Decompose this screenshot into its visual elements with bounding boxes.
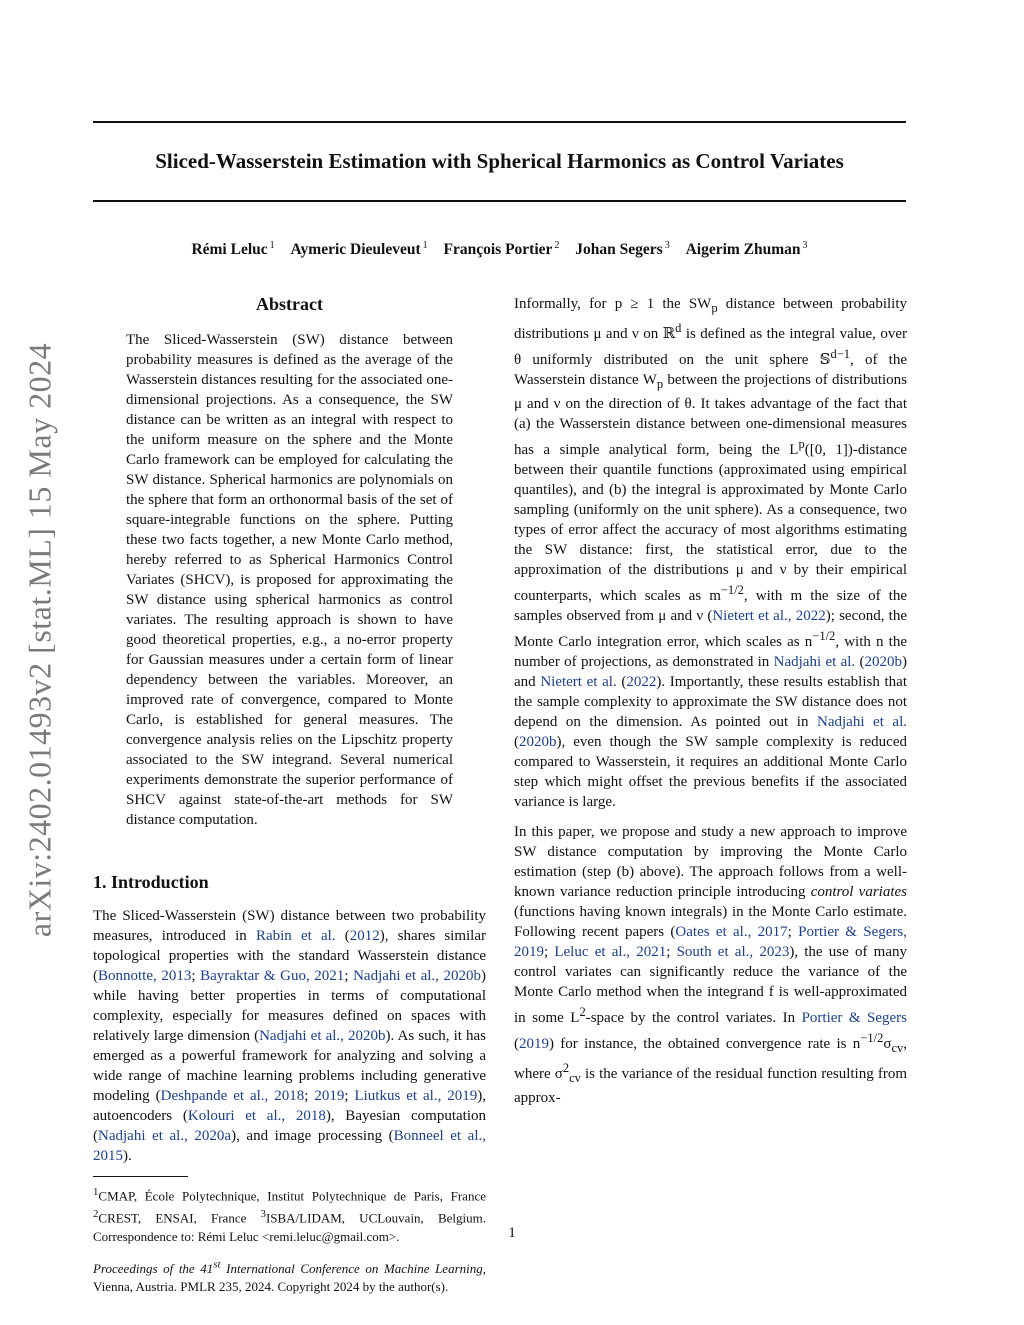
page-number: 1: [508, 1225, 516, 1241]
footnote-rule: [93, 1176, 188, 1177]
text: σ: [883, 1036, 892, 1052]
citation-link[interactable]: Rabin et al.: [255, 928, 336, 944]
citation-link[interactable]: Nietert et al.: [540, 674, 617, 690]
citation-link[interactable]: Deshpande et al., 2018: [160, 1088, 305, 1104]
affiliation-text: ISBA/LIDAM, UCLouvain, Belgium. Correspondence to: Rémi Leluc <remi.leluc@gmail.com>.: [93, 1210, 486, 1244]
text: is defined as the integral value, over θ uniformly distributed on the unit sphere 𝕊: [514, 326, 907, 368]
author: [291, 241, 428, 258]
title-rule-top: [93, 121, 906, 123]
proceedings-text: , Vienna, Austria. PMLR 235, 2024. Copyright 2024 by the author(s).: [93, 1260, 486, 1294]
author: [191, 241, 274, 258]
superscript: 2: [562, 1061, 570, 1075]
superscript: −1/2: [860, 1031, 884, 1045]
text: , where σ: [514, 1036, 907, 1082]
author-affiliation: 3: [664, 240, 670, 251]
proceedings-text: Proceedings of the 41: [93, 1260, 214, 1276]
superscript: −1/2: [720, 583, 744, 597]
citation-link[interactable]: Nadjahi et al.: [773, 654, 856, 670]
text: ), shares similar topological properties with the standard Wasserstein distance (: [93, 928, 486, 984]
text: ). As such, it has emerged as a powerful framework for analyzing and solving a wide range of machine learning problems including generative modeling (: [93, 1028, 486, 1104]
author-name: François Portier: [443, 241, 553, 259]
text: ), autoencoders (: [93, 1088, 487, 1124]
text: (: [855, 654, 865, 670]
right-column: [514, 294, 907, 1118]
author: [575, 241, 669, 258]
citation-link[interactable]: Nadjahi et al.: [817, 714, 907, 730]
citation-link[interactable]: Bonneel et al., 2015: [93, 1128, 487, 1164]
text: ), even though the SW sample complexity is reduced compared to Wasserstein, it requires an additional Monte Carlo step which might offset the previous benefits if the associated variance is large.: [514, 734, 907, 810]
citation-link[interactable]: Leluc et al., 2021: [554, 944, 667, 960]
author-affiliation: 1: [422, 240, 428, 251]
text: distance between probability distributions μ and ν on ℝ: [514, 296, 907, 342]
citation-link[interactable]: Kolouri et al., 2018: [187, 1108, 326, 1124]
author-name: Johan Segers: [575, 241, 663, 259]
affiliation-text: CREST, ENSAI, France: [98, 1210, 261, 1226]
text: ([0, 1])-distance between their quantile functions (approximated using empirical quantiles), and (b) the integral is approximated by Monte Carlo sampling (uniformly on the unit sphere). As a consequence, two types of error affect the accuracy of most algorithms estimating the SW distance: first, the statistical error, due to the approximation of the distributions μ and ν by their empirical counterparts, which scales as m: [514, 442, 908, 604]
emphasis: control variates: [810, 884, 907, 900]
text: ;: [344, 968, 354, 984]
abstract-heading: Abstract: [256, 294, 323, 314]
author-name: Aigerim Zhuman: [685, 241, 801, 259]
text: ;: [544, 944, 555, 960]
arxiv-stamp: [12, 320, 68, 960]
author-affiliation: 2: [554, 240, 560, 251]
author-affiliation: 1: [269, 240, 275, 251]
citation-link[interactable]: 2020b: [864, 654, 903, 670]
text: (: [616, 674, 627, 690]
citation-link[interactable]: 2020b: [519, 734, 557, 750]
text: ) and: [514, 654, 908, 690]
abstract-text: The Sliced-Wasserstein (SW) distance between probability measures is defined as the average of the Wasserstein distances resulting for the associated one-dimensional projections. As a consequence, the SW distance can be written as an integral with respect to the uniform measure on the sphere and the Monte Carlo framework can be employed for calculating the SW distance. Spherical harmonics are polynomials on the sphere that form an orthonormal basis of the set of square-integrable functions on the sphere. Putting these two facts together, a new Monte Carlo method, hereby referred to as Spherical Harmonics Control Variates (SHCV), is proposed for approximating the SW distance using spherical harmonics as control variates. The resulting approach is shown to have good theoretical properties, e.g., a no-error property for Gaussian measures under a certain form of linear dependency between the variables. Moreover, an improved rate of convergence, compared to Monte Carlo, is established for general measures. The convergence analysis relies on the Lipschitz property associated to the SW integrand. Several numerical experiments demonstrate the superior performance of SHCV against state-of-the-art methods for SW distance computation.: [126, 332, 453, 828]
ordinal-suffix: st: [213, 1258, 221, 1271]
arxiv-identifier: arXiv:2402.01493v2 [stat.ML] 15 May 2024: [21, 342, 58, 938]
citation-link[interactable]: Portier & Segers: [801, 1010, 907, 1026]
footnote-mark: 2: [93, 1208, 99, 1221]
text: (functions having known integrals) in the Monte Carlo estimate. Following recent papers (: [514, 904, 907, 940]
superscript: p: [798, 437, 805, 451]
author-list: [93, 234, 906, 262]
author: [444, 241, 560, 258]
citation-link[interactable]: South et al., 2023: [676, 944, 790, 960]
citation-link[interactable]: 2019: [519, 1036, 549, 1052]
text: (: [514, 1036, 519, 1052]
superscript: 2: [579, 1005, 586, 1019]
citation-link[interactable]: 2022: [626, 674, 657, 690]
proceedings-text: International Conference on Machine Learning: [220, 1260, 483, 1276]
proceedings-footnote: [93, 1256, 486, 1296]
citation-link[interactable]: 2012: [349, 928, 380, 944]
text: , of the Wasserstein distance W: [514, 352, 907, 388]
text: ;: [787, 924, 799, 940]
text: between the projections of distributions μ and ν on the direction of θ. It takes advantage of the fact that (a) the Wasserstein distance between one-dimensional measures has a simple analytical form, being the L: [514, 372, 907, 458]
citation-link[interactable]: Oates et al., 2017: [675, 924, 788, 940]
text: is the variance of the residual function resulting from approx-: [514, 1066, 907, 1106]
text: Informally, for p ≥ 1 the SW: [514, 296, 712, 312]
superscript: −1/2: [812, 629, 836, 643]
citation-link[interactable]: Bonnotte, 2013: [98, 968, 192, 984]
text: ;: [344, 1088, 355, 1104]
text: ;: [191, 968, 201, 984]
paper-title: Sliced-Wasserstein Estimation with Spherical Harmonics as Control Variates: [155, 149, 844, 173]
intro-paragraph-3: [514, 822, 907, 1108]
footnote-mark: 1: [93, 1186, 99, 1198]
affiliation-text: CMAP, École Polytechnique, Institut Polytechnique de Paris, France: [98, 1188, 486, 1204]
text: ).: [123, 1148, 132, 1164]
text: ) while having better properties in terms of computational complexity, especially for measures defined on spaces with relatively large dimension (: [93, 968, 487, 1044]
text: , with m the size of the samples observed from μ and ν (: [514, 588, 907, 624]
text: ), the use of many control variates can significantly reduce the variance of the Monte Carlo method when the integrand f is well-approximated in some L: [514, 944, 907, 1026]
citation-link[interactable]: Bayraktar & Guo, 2021: [200, 968, 345, 984]
superscript: d: [675, 321, 682, 335]
text: , with n the number of projections, as demonstrated in: [514, 634, 908, 670]
intro-paragraph-2: [514, 294, 907, 812]
intro-paragraph-1: [93, 906, 486, 1166]
text: ), Bayesian computation (: [93, 1108, 486, 1144]
footnote-mark: 3: [260, 1208, 266, 1221]
text: (: [335, 928, 350, 944]
text: ;: [304, 1088, 315, 1104]
introduction-heading: 1. Introduction: [93, 872, 209, 892]
text: ). Importantly, these results establish that the sample complexity to approximate the SW distance does not depend on the dimension. As pointed out in: [514, 674, 907, 730]
citation-link[interactable]: Nietert et al., 2022: [712, 608, 826, 624]
text: ) for instance, the obtained convergence rate is n: [549, 1036, 861, 1052]
text: ), and image processing (: [231, 1128, 394, 1144]
superscript: d−1: [830, 347, 850, 361]
text: In this paper, we propose and study a new approach to improve SW distance computation by improving the Monte Carlo estimation (step (b) above). The approach follows from a well-known variance reduction principle introducing: [514, 824, 907, 900]
subscript: cv: [891, 1041, 904, 1055]
left-column: [93, 292, 486, 1296]
author-name: Aymeric Dieuleveut: [290, 241, 421, 259]
text: -space by the control variates. In: [585, 1010, 802, 1026]
author-name: Rémi Leluc: [191, 241, 268, 259]
text: ); second, the Monte Carlo integration error, which scales as n: [514, 608, 908, 650]
author-affiliation: 3: [802, 240, 808, 251]
citation-link[interactable]: Nadjahi et al., 2020b: [259, 1028, 386, 1044]
text: (: [514, 734, 519, 750]
subscript: p: [656, 377, 664, 391]
citation-link[interactable]: Nadjahi et al., 2020a: [98, 1128, 232, 1144]
text: The Sliced-Wasserstein (SW) distance between two probability measures, introduced in: [93, 908, 486, 944]
title-rule-bottom: [93, 200, 906, 202]
citation-link[interactable]: 2019: [314, 1088, 345, 1104]
subscript: p: [711, 301, 718, 315]
citation-link[interactable]: Nadjahi et al., 2020b: [353, 968, 482, 984]
subscript: cv: [569, 1071, 581, 1085]
text: ;: [666, 944, 677, 960]
citation-link[interactable]: Portier & Segers, 2019: [514, 924, 907, 960]
author: [686, 241, 808, 258]
citation-link[interactable]: Liutkus et al., 2019: [354, 1088, 478, 1104]
